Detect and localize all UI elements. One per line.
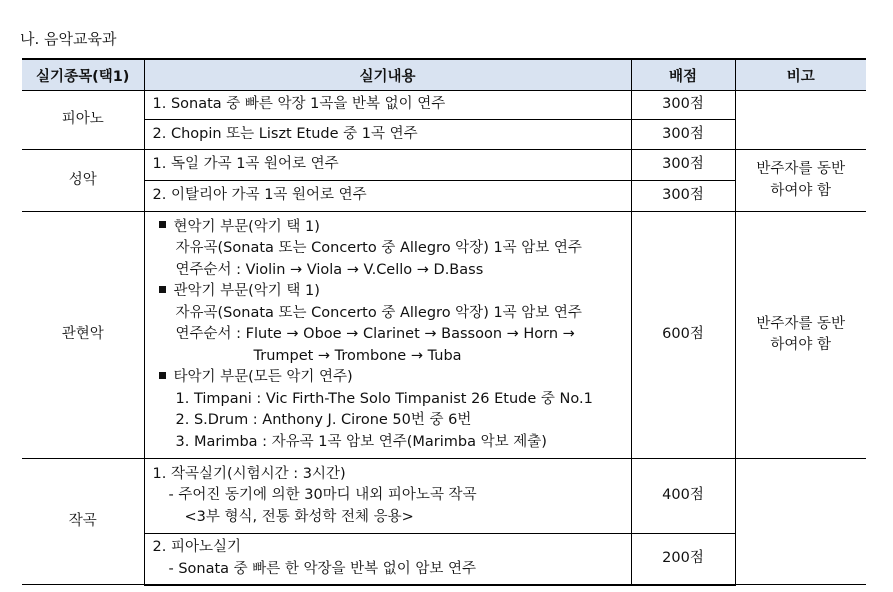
piano-content-1: 1. Sonata 중 빠른 악장 1곡을 반복 없이 연주: [144, 91, 631, 120]
composition-1-line-1: - 주어진 동기에 의한 30마디 내외 피아노곡 작곡: [168, 487, 477, 504]
composition-1-line-2: <3부 형식, 전통 화성학 전체 응용>: [184, 508, 414, 525]
orchestra-note-line-2: 하여야 함: [770, 337, 832, 353]
table-row: [22, 91, 866, 120]
strings-line-1: 자유곡(Sonata 또는 Concerto 중 Allegro 악장) 1곡 암보 연주: [175, 240, 582, 257]
vocal-content-2: 2. 이탈리아 가곡 1곡 원어로 연주: [144, 181, 631, 212]
composition-note: [735, 459, 866, 585]
vocal-content-1: 1. 독일 가곡 1곡 원어로 연주: [144, 150, 631, 181]
composition-2-line-1: - Sonata 중 빠른 한 악장을 반복 없이 암보 연주: [168, 560, 477, 577]
composition-content-2: [144, 534, 631, 585]
vocal-score-1: 300점: [631, 150, 735, 181]
vocal-note-line-2: 하여야 함: [770, 182, 832, 199]
section-heading: 나. 음악교육과: [20, 30, 117, 48]
category-vocal: 성악: [22, 150, 144, 212]
table-header-row: [22, 59, 866, 91]
category-composition: 작곡: [22, 459, 144, 585]
winds-title: 관악기 부문(악기 택 1): [153, 281, 631, 303]
piano-score-2: 300점: [631, 120, 735, 150]
percussion-title: 타악기 부문(모든 악기 연주): [153, 367, 631, 389]
percussion-item-2: 2. S.Drum : Anthony J. Cirone 50번 중 6번: [175, 412, 472, 429]
category-orchestra: 관현악: [22, 212, 144, 459]
header-content: 실기내용: [144, 59, 631, 91]
strings-line-2: 연주순서 : Violin → Viola → V.Cello → D.Bass: [175, 261, 484, 278]
vocal-note: [735, 150, 866, 212]
vocal-score-2: 300점: [631, 181, 735, 212]
piano-content-2: 2. Chopin 또는 Liszt Etude 중 1곡 연주: [144, 120, 631, 150]
square-bullet-icon: [159, 221, 166, 228]
orchestra-note: [735, 212, 866, 459]
winds-line-1: 자유곡(Sonata 또는 Concerto 중 Allegro 악장) 1곡 암보 연주: [175, 304, 582, 321]
percussion-item-1: 1. Timpani : Vic Firth-The Solo Timpanist 26 Etude 중 No.1: [175, 390, 593, 407]
table-row: [22, 459, 866, 534]
piano-score-1: 300점: [631, 91, 735, 120]
vocal-note-line-1: 반주자를 동반: [756, 161, 846, 177]
table-row: [22, 150, 866, 181]
practical-exam-table: [22, 58, 866, 586]
square-bullet-icon: [159, 372, 166, 379]
strings-title: 현악기 부문(악기 택 1): [153, 217, 631, 239]
header-score: 배점: [631, 59, 735, 91]
composition-score-1: 400점: [631, 459, 735, 534]
category-piano: 피아노: [22, 91, 144, 150]
orchestra-note-line-1: 반주자를 동반: [756, 315, 846, 332]
orchestra-content: [144, 212, 631, 459]
piano-note: [735, 91, 866, 150]
header-category: 실기종목(택1): [22, 59, 144, 91]
orchestra-score: 600점: [631, 212, 735, 459]
composition-content-1: [144, 459, 631, 534]
composition-2-title: 2. 피아노실기: [152, 539, 241, 556]
table-row: [22, 212, 866, 459]
header-note: 비고: [735, 59, 866, 91]
winds-line-3: Trumpet → Trombone → Tuba: [253, 347, 462, 364]
winds-line-2: 연주순서 : Flute → Oboe → Clarinet → Bassoon → Horn →: [175, 326, 575, 343]
composition-1-title: 1. 작곡실기(시험시간 : 3시간): [152, 465, 346, 482]
percussion-item-3: 3. Marimba : 자유곡 1곡 암보 연주(Marimba 악보 제출): [175, 433, 547, 450]
square-bullet-icon: [159, 286, 166, 293]
composition-score-2: 200점: [631, 534, 735, 585]
